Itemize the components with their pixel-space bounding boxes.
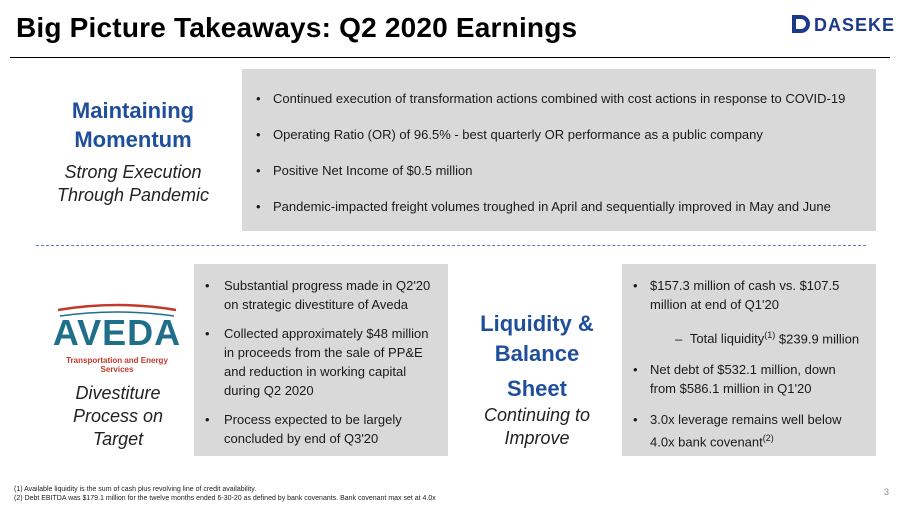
bullet-line: and reduction in working capital — [224, 364, 407, 379]
aveda-logo — [52, 302, 182, 374]
momentum-bullets-box — [242, 69, 876, 231]
dash-icon: – — [675, 331, 683, 347]
list-item — [633, 410, 873, 451]
heading-line: Balance — [494, 341, 580, 366]
sub-bullet-text: Total liquidity — [689, 331, 765, 347]
liquidity-heading — [462, 309, 612, 404]
sub-bullet-text: $239.9 million — [775, 331, 860, 347]
bullet-icon: • — [205, 412, 210, 427]
page-title: Big Picture Takeaways: Q2 2020 Earnings — [16, 12, 578, 43]
bullet-line: Collected approximately $48 million — [224, 326, 429, 341]
aveda-logo-tagline: Transportation and Energy Services — [66, 356, 168, 374]
subheading-line: Strong Execution — [64, 162, 202, 182]
liquidity-bullet-list — [633, 276, 873, 452]
footnote: (2) Debt EBITDA was $179.1 million for the twelve months ended 6-30-20 as defined by bank covenants. Bank covenant max set at 4.0x — [14, 495, 436, 502]
subheading-line: Through Pandemic — [56, 185, 210, 205]
list-item — [633, 276, 873, 314]
strong-execution-subheading — [40, 161, 226, 207]
footnote-ref: (2) — [762, 433, 774, 444]
heading-line: Sheet — [507, 376, 567, 401]
list-item — [256, 91, 845, 127]
caption-line: Target — [92, 429, 144, 449]
bullet-icon: • — [256, 199, 261, 214]
heading-line: Liquidity & — [480, 311, 594, 336]
daseke-logo — [790, 12, 896, 38]
bullet-icon: • — [205, 278, 210, 293]
liquidity-bullets-box — [622, 264, 876, 456]
bullet-icon: • — [633, 362, 638, 378]
bullet-text: Continued execution of transformation actions combined with cost actions in response to COVID-19 — [273, 91, 846, 106]
aveda-bullet-list — [205, 276, 430, 448]
bullet-line: Process expected to be largely — [224, 412, 402, 427]
maintaining-momentum-heading — [40, 96, 226, 154]
bullet-line: 3.0x leverage remains well below — [650, 412, 842, 428]
divestiture-caption — [40, 382, 196, 451]
daseke-mark-icon — [790, 13, 812, 35]
momentum-bullet-list — [256, 91, 845, 235]
list-item — [633, 360, 873, 398]
bullet-icon: • — [256, 91, 261, 106]
bullet-line: million at end of Q1'20 — [650, 297, 779, 312]
bullet-icon: • — [205, 326, 210, 341]
bullet-text: Operating Ratio (OR) of 96.5% - best quarterly OR performance as a public company — [273, 127, 763, 142]
section-divider — [36, 245, 866, 246]
liquidity-subheading — [462, 404, 612, 450]
heading-line: Momentum — [74, 127, 192, 152]
bullet-line: 4.0x bank covenant — [650, 434, 763, 450]
list-item — [205, 276, 430, 314]
list-item — [205, 324, 430, 400]
subheading-line: Continuing to — [483, 405, 591, 425]
bullet-line: $157.3 million of cash vs. $107.5 — [650, 278, 840, 293]
bullet-line: Net debt of $532.1 million, down — [650, 362, 836, 378]
caption-line: Process on — [72, 406, 164, 426]
daseke-logo-text: DASEKE — [814, 15, 896, 35]
bullet-line: Substantial progress made in Q2'20 — [224, 278, 431, 293]
list-item — [256, 199, 845, 235]
bullet-icon: • — [256, 163, 261, 178]
footnote-ref: (1) — [764, 330, 776, 340]
bullet-line: during Q2 2020 — [224, 383, 314, 398]
bullet-line: in proceeds from the sale of PP&E — [224, 345, 423, 360]
caption-line: Divestiture — [75, 383, 161, 403]
subheading-line: Improve — [504, 428, 570, 448]
list-item — [256, 163, 845, 199]
page-number: 3 — [884, 487, 890, 497]
bullet-text: Pandemic-impacted freight volumes troughed in April and sequentially improved in May and June — [273, 199, 831, 214]
footnote: (1) Available liquidity is the sum of cash plus revolving line of credit availability. — [14, 486, 257, 493]
list-item — [205, 410, 430, 448]
list-item — [256, 127, 845, 163]
aveda-bullets-box — [194, 264, 448, 456]
heading-line: Maintaining — [71, 98, 195, 123]
bullet-icon: • — [256, 127, 261, 142]
bullet-icon: • — [633, 278, 638, 293]
bullet-icon: • — [633, 412, 638, 428]
bullet-line: on strategic divestiture of Aveda — [224, 297, 409, 312]
bullet-text: Positive Net Income of $0.5 million — [273, 163, 473, 178]
title-divider — [10, 57, 890, 58]
bullet-line: from $586.1 million in Q1'20 — [650, 381, 812, 397]
footnotes — [14, 485, 436, 503]
bullet-line: concluded by end of Q3'20 — [224, 431, 379, 446]
aveda-logo-text: AVEDA — [52, 312, 182, 353]
list-item — [633, 326, 873, 348]
